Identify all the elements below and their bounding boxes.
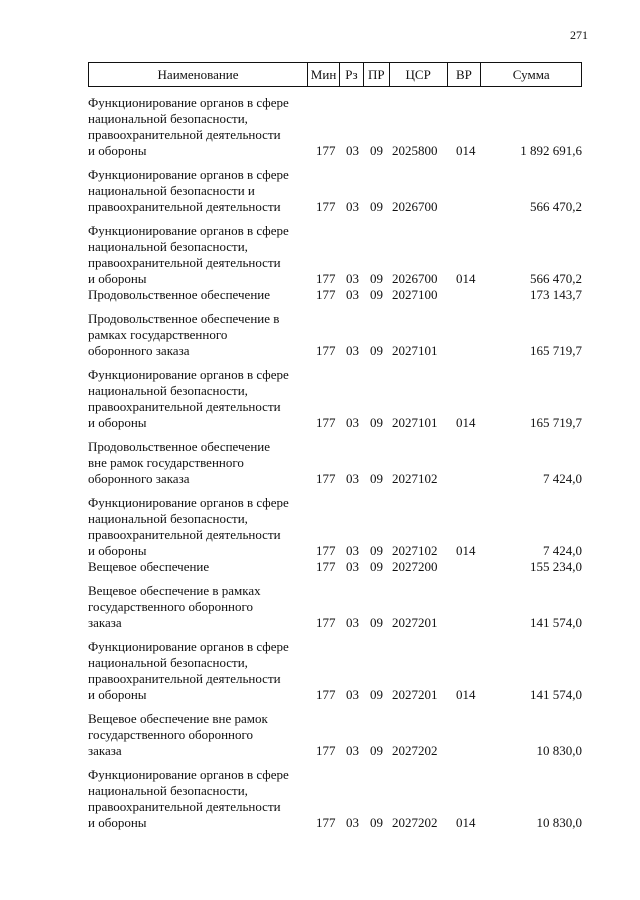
- row-rz: 03: [346, 415, 359, 430]
- row-csr: 2027200: [392, 559, 438, 574]
- row-rz: 03: [346, 743, 359, 758]
- row-name: Продовольственное обеспечение в рамках государственного оборонного заказа: [88, 311, 280, 358]
- table-row: [88, 287, 582, 303]
- row-sum: 10 830,0: [536, 743, 582, 758]
- row-csr: 2025800: [392, 143, 438, 158]
- row-sum: 165 719,7: [530, 415, 582, 430]
- row-rz: 03: [346, 199, 359, 214]
- row-vr: 014: [456, 143, 476, 158]
- row-name: Вещевое обеспечение в рамках государственного оборонного заказа: [88, 583, 261, 630]
- row-csr: 2027102: [392, 471, 438, 486]
- row-pr: 09: [370, 615, 383, 630]
- table-row: [88, 95, 582, 159]
- row-min: 177: [316, 687, 336, 702]
- row-vr: 014: [456, 415, 476, 430]
- row-pr: 09: [370, 271, 383, 286]
- row-csr: 2027102: [392, 543, 438, 558]
- row-pr: 09: [370, 471, 383, 486]
- row-rz: 03: [346, 615, 359, 630]
- header-vr: ВР: [448, 63, 482, 86]
- row-rz: 03: [346, 471, 359, 486]
- row-min: 177: [316, 287, 336, 302]
- table-row: [88, 583, 582, 631]
- row-sum: 173 143,7: [530, 287, 582, 302]
- row-csr: 2027201: [392, 687, 438, 702]
- table-row: [88, 711, 582, 759]
- row-sum: 141 574,0: [530, 687, 582, 702]
- row-sum: 165 719,7: [530, 343, 582, 358]
- row-rz: 03: [346, 143, 359, 158]
- row-name: Продовольственное обеспечение: [88, 287, 270, 302]
- row-sum: 141 574,0: [530, 615, 582, 630]
- row-min: 177: [316, 615, 336, 630]
- row-sum: 155 234,0: [530, 559, 582, 574]
- row-sum: 10 830,0: [536, 815, 582, 830]
- row-pr: 09: [370, 687, 383, 702]
- row-name: Продовольственное обеспечение вне рамок государственного оборонного заказа: [88, 439, 270, 486]
- header-name: Наименование: [89, 63, 308, 86]
- header-sum: Сумма: [512, 66, 550, 82]
- row-min: 177: [316, 559, 336, 574]
- row-name: Функционирование органов в сфере национальной безопасности, правоохранительной деятельности и обороны: [88, 495, 289, 558]
- header-pr: ПР: [364, 63, 390, 86]
- table-body: [88, 95, 582, 831]
- row-vr: 014: [456, 815, 476, 830]
- table-row: [88, 223, 582, 287]
- row-pr: 09: [370, 815, 383, 830]
- row-pr: 09: [370, 143, 383, 158]
- row-rz: 03: [346, 815, 359, 830]
- row-vr: 014: [456, 687, 476, 702]
- row-pr: 09: [370, 559, 383, 574]
- table-row: [88, 639, 582, 703]
- row-name: Вещевое обеспечение вне рамок государственного оборонного заказа: [88, 711, 268, 758]
- row-pr: 09: [370, 287, 383, 302]
- table-row: [88, 367, 582, 431]
- row-name: Функционирование органов в сфере национальной безопасности, правоохранительной деятельности и обороны: [88, 639, 289, 702]
- header-csr: ЦСР: [390, 63, 448, 86]
- row-sum: 566 470,2: [530, 271, 582, 286]
- row-csr: 2026700: [392, 199, 438, 214]
- row-csr: 2026700: [392, 271, 438, 286]
- page-number: 271: [570, 28, 588, 42]
- row-pr: 09: [370, 415, 383, 430]
- row-name: Функционирование органов в сфере национальной безопасности, правоохранительной деятельности и обороны: [88, 223, 289, 286]
- row-name: Функционирование органов в сфере национальной безопасности, правоохранительной деятельности и обороны: [88, 95, 289, 158]
- table-row: [88, 439, 582, 487]
- row-rz: 03: [346, 543, 359, 558]
- row-csr: 2027202: [392, 743, 438, 758]
- table-row: [88, 767, 582, 831]
- table-row: [88, 559, 582, 575]
- row-rz: 03: [346, 287, 359, 302]
- row-min: 177: [316, 743, 336, 758]
- row-rz: 03: [346, 271, 359, 286]
- row-min: 177: [316, 199, 336, 214]
- row-name: Вещевое обеспечение: [88, 559, 210, 574]
- row-name: Функционирование органов в сфере национальной безопасности, правоохранительной деятельности и обороны: [88, 767, 289, 830]
- row-sum: 1 892 691,6: [520, 143, 582, 158]
- row-csr: 2027100: [392, 287, 438, 302]
- row-csr: 2027201: [392, 615, 438, 630]
- table-header: [88, 62, 582, 87]
- row-vr: 014: [456, 271, 476, 286]
- header-min: Мин: [308, 63, 340, 86]
- row-name: Функционирование органов в сфере национальной безопасности, правоохранительной деятельности и обороны: [88, 367, 289, 430]
- row-csr: 2027101: [392, 415, 438, 430]
- table-row: [88, 311, 582, 359]
- row-min: 177: [316, 415, 336, 430]
- table-row: [88, 167, 582, 215]
- row-name: Функционирование органов в сфере национальной безопасности и правоохранительной деятельности: [88, 167, 289, 214]
- row-min: 177: [316, 543, 336, 558]
- header-rz: Рз: [340, 63, 364, 86]
- row-pr: 09: [370, 343, 383, 358]
- row-csr: 2027101: [392, 343, 438, 358]
- row-min: 177: [316, 271, 336, 286]
- row-min: 177: [316, 815, 336, 830]
- row-pr: 09: [370, 543, 383, 558]
- row-sum: 7 424,0: [543, 471, 582, 486]
- row-sum: 566 470,2: [530, 199, 582, 214]
- row-min: 177: [316, 471, 336, 486]
- row-rz: 03: [346, 343, 359, 358]
- row-pr: 09: [370, 199, 383, 214]
- row-pr: 09: [370, 743, 383, 758]
- row-min: 177: [316, 143, 336, 158]
- row-rz: 03: [346, 687, 359, 702]
- table-row: [88, 495, 582, 559]
- row-min: 177: [316, 343, 336, 358]
- row-rz: 03: [346, 559, 359, 574]
- row-csr: 2027202: [392, 815, 438, 830]
- row-vr: 014: [456, 543, 476, 558]
- row-sum: 7 424,0: [543, 543, 582, 558]
